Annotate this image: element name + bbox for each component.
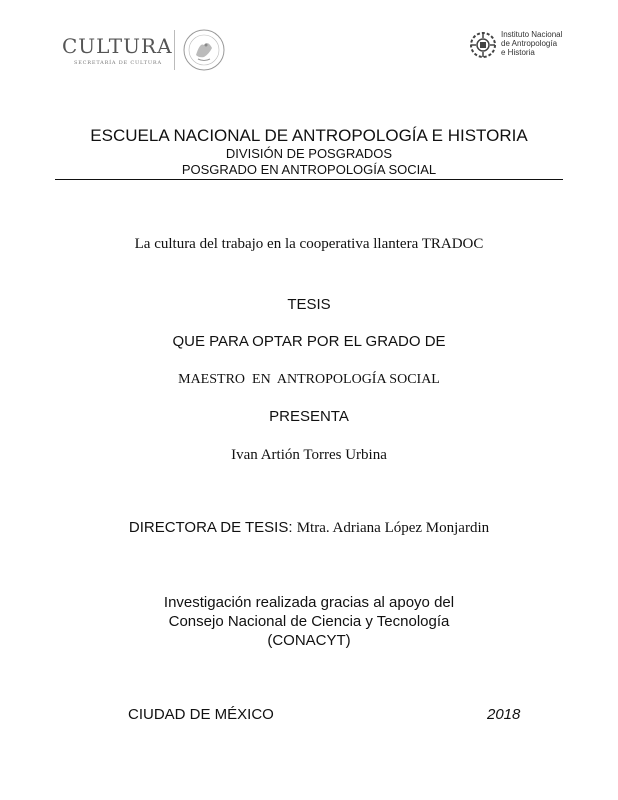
inah-mark-icon	[468, 30, 498, 60]
presents-label: PRESENTA	[269, 408, 349, 425]
thesis-title: La cultura del trabajo en la cooperativa llantera TRADOC	[134, 236, 484, 252]
director-line	[0, 519, 618, 537]
cultura-logo-subtitle: SECRETARÍA DE CULTURA	[74, 60, 162, 66]
city-name: CIUDAD DE MÉXICO	[128, 706, 274, 723]
thesis-purpose: QUE PARA OPTAR POR EL GRADO DE	[172, 333, 446, 350]
director-label: DIRECTORA DE TESIS:	[128, 519, 297, 536]
header-rule	[55, 179, 563, 180]
program-name: POSGRADO EN ANTROPOLOGÍA SOCIAL	[181, 162, 437, 177]
mexico-seal-icon	[182, 28, 226, 72]
inah-logo	[468, 30, 578, 64]
inah-logo-line-3: e Historia	[501, 48, 535, 57]
author-name: Ivan Artión Torres Urbina	[231, 447, 387, 463]
support-line-3: (CONACYT)	[267, 632, 351, 649]
year: 2018	[487, 706, 521, 723]
division-name: DIVISIÓN DE POSGRADOS	[225, 146, 393, 161]
logo-divider	[174, 30, 175, 70]
thesis-type: TESIS	[287, 296, 331, 313]
support-line-2: Consejo Nacional de Ciencia y Tecnología	[168, 613, 450, 630]
inah-logo-line-1: Instituto Nacional	[501, 30, 563, 39]
school-name: ESCUELA NACIONAL DE ANTROPOLOGÍA E HISTORIA	[90, 126, 528, 145]
cultura-logo-word: CULTURA	[62, 34, 173, 58]
inah-logo-text	[501, 30, 562, 57]
support-line-1: Investigación realizada gracias al apoyo del	[163, 594, 455, 611]
cultura-logo	[62, 28, 242, 72]
director-name: Mtra. Adriana López Monjardin	[296, 520, 490, 536]
inah-logo-line-2: de Antropología	[501, 39, 558, 48]
degree-name: MAESTRO EN ANTROPOLOGÍA SOCIAL	[178, 372, 440, 387]
